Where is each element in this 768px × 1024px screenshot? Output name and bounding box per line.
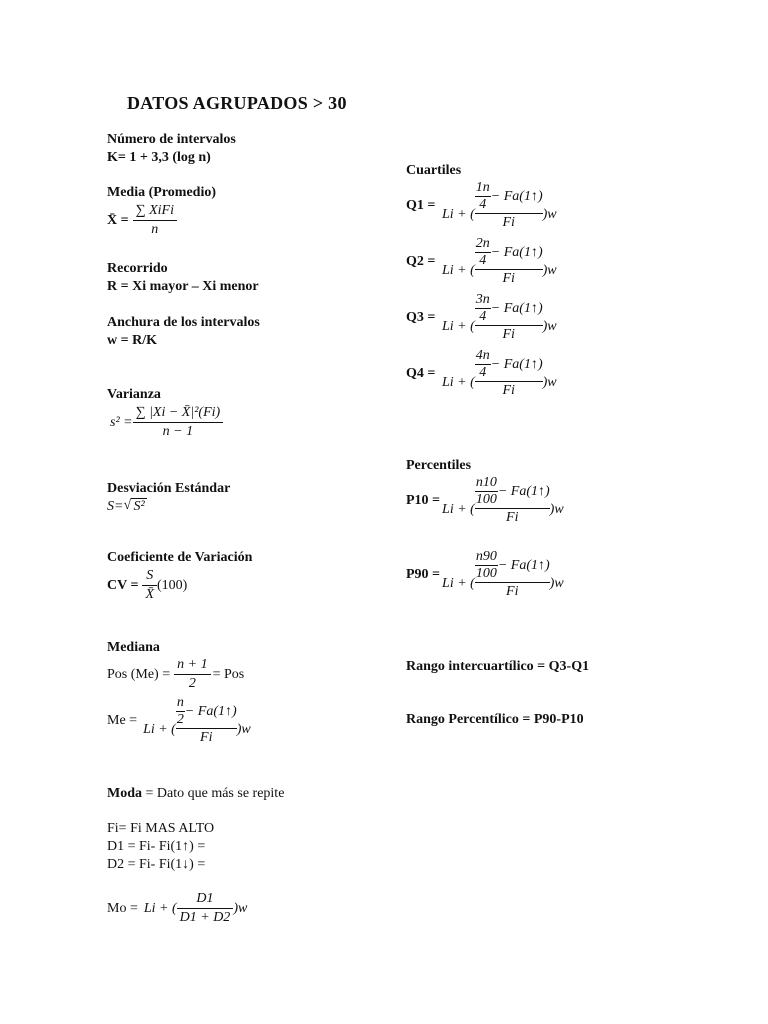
q-formula bbox=[406, 180, 557, 232]
p-pre: Li + ( bbox=[442, 502, 475, 517]
q-post: )w bbox=[542, 207, 557, 222]
anchura-label: Anchura de los intervalos bbox=[107, 315, 260, 330]
q-formula bbox=[406, 236, 557, 288]
desviacion-label: Desviación Estándar bbox=[107, 481, 231, 496]
varianza-fraction bbox=[133, 404, 224, 441]
me-small-den: 2 bbox=[176, 712, 184, 727]
me-formula bbox=[107, 695, 251, 747]
sqrt-symbol: √ S² bbox=[123, 498, 145, 514]
q-small-den: 4 bbox=[479, 365, 487, 380]
desviacion-radicand: S² bbox=[133, 499, 145, 514]
cv-fraction bbox=[142, 567, 157, 604]
mo-formula bbox=[107, 890, 247, 927]
p-post: )w bbox=[549, 502, 564, 517]
media-denominator: n bbox=[151, 222, 159, 237]
p-post: )w bbox=[549, 576, 564, 591]
p-minus: − Fa(1↑) bbox=[497, 483, 550, 499]
q-fraction bbox=[475, 180, 543, 232]
pos-tail: = Pos bbox=[212, 666, 245, 682]
me-fraction bbox=[176, 695, 237, 747]
anchura-formula: w = R/K bbox=[107, 333, 157, 348]
recorrido-label: Recorrido bbox=[107, 261, 168, 276]
p-denominator: Fi bbox=[506, 510, 519, 525]
q-fraction bbox=[475, 292, 543, 344]
intervalos-label: Número de intervalos bbox=[107, 132, 236, 147]
varianza-label: Varianza bbox=[107, 387, 161, 402]
media-lhs: X̄ = bbox=[107, 212, 129, 228]
p-pre: Li + ( bbox=[442, 576, 475, 591]
percentiles-label: Percentiles bbox=[406, 458, 472, 473]
me-small-num: n bbox=[176, 695, 184, 710]
q-small-num: 4n bbox=[475, 348, 490, 363]
p-small-num: n90 bbox=[475, 549, 497, 564]
cv-denominator: X̄ bbox=[145, 587, 155, 602]
q-pre: Li + ( bbox=[442, 263, 475, 278]
mo-post: )w bbox=[233, 900, 248, 916]
media-label: Media (Promedio) bbox=[107, 185, 216, 200]
q-fraction bbox=[475, 236, 543, 288]
q-formula bbox=[406, 292, 557, 344]
cv-numerator: S bbox=[142, 567, 157, 586]
pos-fraction bbox=[174, 656, 210, 693]
recorrido-formula: R = Xi mayor – Xi menor bbox=[107, 279, 259, 294]
varianza-formula bbox=[110, 404, 223, 441]
q-small-num: 2n bbox=[475, 236, 490, 251]
page-title: DATOS AGRUPADOS > 30 bbox=[127, 93, 347, 113]
d1-line: D1 = Fi- Fi(1↑) = bbox=[107, 839, 206, 854]
q-minus: − Fa(1↑) bbox=[490, 356, 543, 372]
mo-pre: Li + ( bbox=[143, 900, 177, 916]
q-fraction bbox=[475, 348, 543, 400]
pos-lhs: Pos (Me) = bbox=[107, 666, 171, 682]
cv-lhs: CV = bbox=[107, 577, 139, 593]
q-lhs: Q2 = bbox=[406, 254, 436, 269]
fi-line: Fi= Fi MAS ALTO bbox=[107, 821, 215, 836]
media-formula bbox=[107, 202, 177, 239]
me-minus: − Fa(1↑) bbox=[184, 703, 237, 719]
p-small-den: 100 bbox=[475, 492, 497, 507]
p-lhs: P10 = bbox=[406, 493, 441, 508]
moda-line bbox=[107, 785, 284, 803]
q-post: )w bbox=[542, 319, 557, 334]
q-minus: − Fa(1↑) bbox=[490, 188, 543, 204]
p-denominator: Fi bbox=[506, 584, 519, 599]
varianza-lhs: s² = bbox=[110, 414, 133, 430]
rango-intercuartilico: Rango intercuartílico = Q3-Q1 bbox=[406, 659, 590, 674]
q-denominator: Fi bbox=[502, 215, 515, 230]
desviacion-lhs: S= bbox=[107, 499, 124, 514]
q-post: )w bbox=[542, 263, 557, 278]
moda-definition: = Dato que más se repite bbox=[142, 786, 285, 801]
p-lhs: P90 = bbox=[406, 567, 441, 582]
p-formula bbox=[406, 549, 564, 601]
p-minus: − Fa(1↑) bbox=[497, 557, 550, 573]
p-fraction bbox=[475, 549, 550, 601]
cv-tail: (100) bbox=[157, 577, 188, 593]
q-denominator: Fi bbox=[502, 271, 515, 286]
moda-label: Moda bbox=[107, 786, 142, 801]
media-numerator: ∑ XiFi bbox=[133, 202, 177, 221]
p-fraction bbox=[475, 475, 550, 527]
q-small-den: 4 bbox=[479, 309, 487, 324]
q-small-num: 3n bbox=[475, 292, 490, 307]
mo-fraction bbox=[177, 890, 234, 927]
cuartiles-label: Cuartiles bbox=[406, 163, 462, 178]
me-lhs: Me = bbox=[107, 713, 138, 728]
q-small-num: 1n bbox=[475, 180, 490, 195]
q-pre: Li + ( bbox=[442, 375, 475, 390]
p-formula bbox=[406, 475, 564, 527]
pos-denominator: 2 bbox=[188, 676, 196, 691]
d2-line: D2 = Fi- Fi(1↓) = bbox=[107, 857, 206, 872]
q-denominator: Fi bbox=[502, 383, 515, 398]
p-small-den: 100 bbox=[475, 566, 497, 581]
q-minus: − Fa(1↑) bbox=[490, 300, 543, 316]
mo-numerator: D1 bbox=[177, 890, 234, 909]
varianza-numerator: ∑ |Xi − X̄|²(Fi) bbox=[133, 404, 224, 423]
me-post: )w bbox=[236, 722, 251, 737]
me-pre: Li + ( bbox=[143, 722, 176, 737]
p-small-num: n10 bbox=[475, 475, 497, 490]
pos-numerator: n + 1 bbox=[174, 656, 210, 675]
q-small-den: 4 bbox=[479, 197, 487, 212]
pos-formula bbox=[107, 656, 244, 693]
q-lhs: Q4 = bbox=[406, 366, 436, 381]
varianza-denominator: n − 1 bbox=[162, 424, 194, 439]
q-minus: − Fa(1↑) bbox=[490, 244, 543, 260]
q-small-den: 4 bbox=[479, 253, 487, 268]
cv-formula bbox=[107, 567, 187, 604]
me-denominator: Fi bbox=[200, 730, 213, 745]
q-pre: Li + ( bbox=[442, 207, 475, 222]
rango-percentilico: Rango Percentílico = P90-P10 bbox=[406, 712, 584, 727]
cv-label: Coeficiente de Variación bbox=[107, 550, 253, 565]
q-denominator: Fi bbox=[502, 327, 515, 342]
mo-denominator: D1 + D2 bbox=[179, 910, 231, 925]
mediana-label: Mediana bbox=[107, 640, 160, 655]
q-post: )w bbox=[542, 375, 557, 390]
q-pre: Li + ( bbox=[442, 319, 475, 334]
q-lhs: Q1 = bbox=[406, 198, 436, 213]
intervalos-formula: K= 1 + 3,3 (log n) bbox=[107, 150, 211, 165]
mo-lhs: Mo = bbox=[107, 900, 138, 916]
media-fraction bbox=[133, 202, 177, 239]
q-lhs: Q3 = bbox=[406, 310, 436, 325]
q-formula bbox=[406, 348, 557, 400]
desviacion-formula bbox=[107, 498, 147, 516]
